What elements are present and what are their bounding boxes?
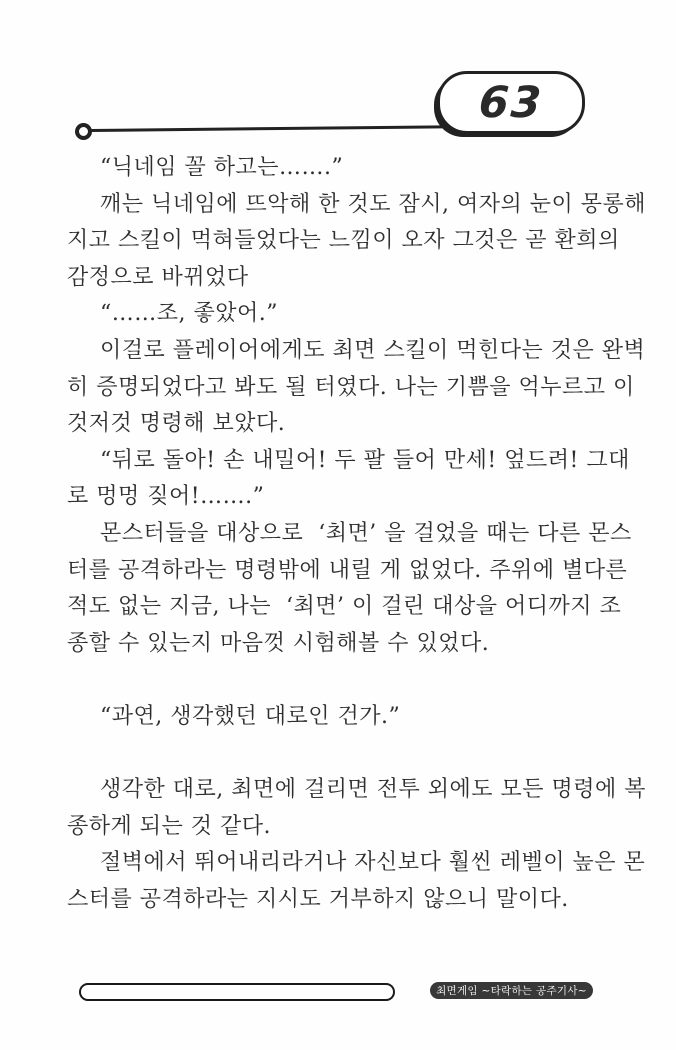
text-line: 터를 공격하라는 명령밖에 내릴 게 없었다. 주위에 별다른	[67, 557, 628, 583]
text-line: 적도 없는 지금, 나는 ‘최면’ 이 걸린 대상을 어디까지 조	[67, 594, 622, 620]
text-line: “과연, 생각했던 대로인 건가.”	[100, 703, 401, 729]
text-line: 지고 스킬이 먹혀들었다는 느낌이 오자 그것은 곧 환희의	[67, 228, 620, 254]
text-line: 몬스터들을 대상으로 ‘최면’ 을 걸었을 때는 다른 몬스	[100, 520, 632, 546]
text-line: 깨는 닉네임에 뜨악해 한 것도 잠시, 여자의 눈이 몽롱해	[100, 191, 646, 217]
text-line: 히 증명되었다고 봐도 될 터였다. 나는 기쁨을 억누르고 이	[67, 374, 635, 400]
text-line: “닉네임 꼴 하고는…….”	[100, 155, 344, 180]
body-text	[67, 150, 646, 918]
text-line: 종하게 되는 것 같다.	[67, 813, 271, 839]
page-number: 63	[477, 77, 545, 128]
blank-line	[67, 736, 619, 773]
header-rule	[90, 125, 442, 132]
text-line: 종할 수 있는지 마음껏 시험해볼 수 있었다.	[67, 630, 490, 656]
text-line: 것저것 명령해 보았다.	[67, 411, 286, 437]
text-line: “……조, 좋았어.”	[100, 301, 278, 327]
page-number-badge	[437, 71, 585, 134]
text-line: 절벽에서 뛰어내리라거나 자신보다 훨씬 레벨이 높은 몬	[100, 850, 646, 876]
book-title-badge	[430, 982, 593, 999]
book-title: 최면게임 ~타락하는 공주기사~	[436, 985, 587, 997]
text-line: 스터를 공격하라는 지시도 거부하지 않으니 말이다.	[67, 886, 569, 912]
text-line: 생각한 대로, 최면에 걸리면 전투 외에도 모든 명령에 복	[100, 777, 646, 803]
text-line: 감정으로 바뀌었다	[67, 264, 249, 290]
footer-pill	[79, 983, 395, 1001]
text-line: 이걸로 플레이어에게도 최면 스킬이 먹힌다는 것은 완벽	[100, 337, 646, 363]
text-line: 로 멍멍 짖어!…….”	[67, 484, 265, 510]
text-line: “뒤로 돌아! 손 내밀어! 두 팔 들어 만세! 엎드려! 그대	[100, 447, 630, 473]
blank-line	[67, 662, 619, 699]
